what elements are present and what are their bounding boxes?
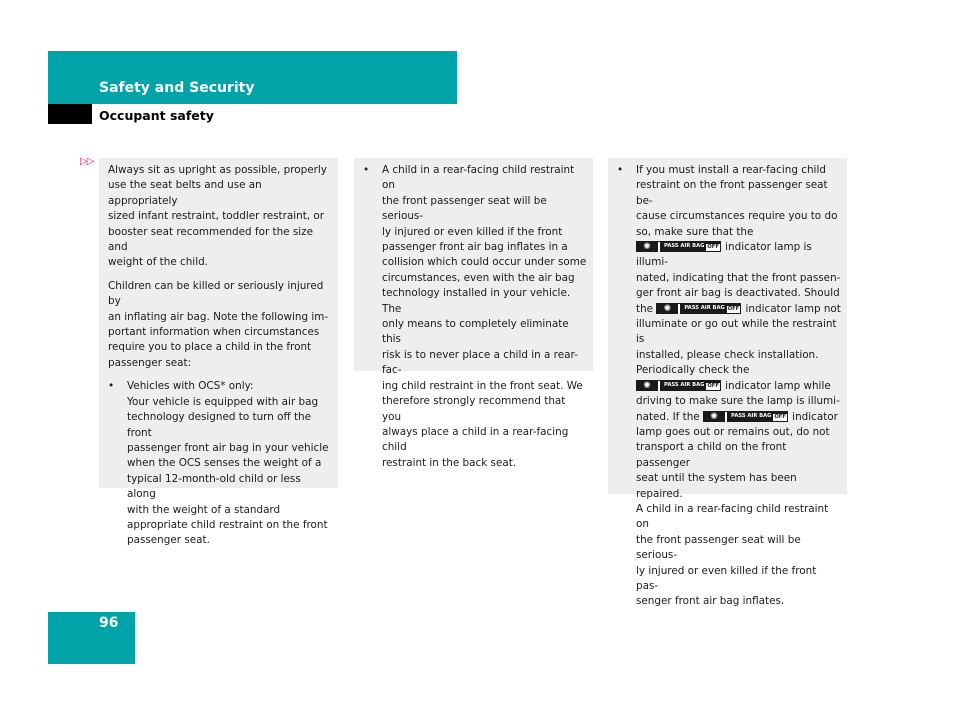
bullet-text-install-check [636, 163, 841, 610]
list-item-ocs [108, 379, 330, 548]
text-fragment: indicator lamp while driving to make sure the lamp is illumi- nated. If the [636, 379, 840, 423]
airbag-seat-icon: ✺ [636, 381, 660, 392]
section-title: Safety and Security [99, 80, 255, 96]
pass-air-bag-off-indicator: ✺ PASS AIR BAG OFF [656, 303, 741, 314]
text-fragment: If you must install a rear-facing child restraint on the front passenger seat be- cause circumstances require you to do so, make sure that the [636, 164, 838, 238]
text-fragment: indicator lamp goes out or remains out, do not transport a child on the front passenger seat until the system has been repaired. A child in a rear-facing child restraint on the front passenger seat will be serious- ly injured or even killed if the front pas- senger front air bag inflates. [636, 410, 838, 608]
list-item-install-check [617, 163, 841, 610]
bullet-icon: • [108, 380, 115, 393]
list-item-rear-facing-warning [363, 163, 587, 471]
continuation-arrows-icon: ▷▷ [80, 156, 94, 167]
text-fragment: indicator lamp is illumi- [636, 241, 812, 269]
info-box-3 [608, 158, 847, 608]
paragraph-children-warning: Children can be killed or seriously injured by an inflating air bag. Note the following im- portant information when circumstances require you to place a child in the front passenger seat: [108, 279, 329, 369]
info-box-2 [354, 158, 593, 469]
page-number-band [48, 612, 135, 664]
header-band [48, 51, 457, 104]
airbag-seat-icon: ✺ [636, 242, 660, 253]
airbag-seat-icon: ✺ [703, 412, 727, 423]
bullet-text-ocs: Vehicles with OCS* only: Your vehicle is equipped with air bag technology designed to turn off the front passenger front air bag in your vehicle when the OCS senses the weight of a typical 12-month-old child or less along with the weight of a standard appropriate child restraint on the front passenger seat. [127, 380, 329, 547]
page-number: 96 [99, 615, 119, 631]
subsection-title: Occupant safety [99, 108, 214, 123]
subsection-marker [48, 104, 92, 124]
bullet-text-rear-facing-warning: A child in a rear-facing child restraint on the front passenger seat will be serious- ly injured or even killed if the front passenger front air bag inflates in a collision which could occur under some circumstances, even with the air bag technology installed in your vehicle. The only means to completely eliminate this risk is to never place a child in a rear-fac- ing child restraint in the front seat. We therefore strongly recommend that you always place a child in a rear-facing child restraint in the back seat. [382, 164, 587, 469]
text-fragment: nated, indicating that the front passen- ger front air bag is deactivated. Should the [636, 271, 841, 315]
info-box-1 [99, 158, 338, 547]
bullet-icon: • [617, 164, 624, 176]
bullet-icon: • [363, 164, 370, 176]
airbag-seat-icon: ✺ [656, 304, 680, 315]
text-fragment: indicator lamp not illuminate or go out while the restraint is installed, please check installation. Periodically check the [636, 302, 841, 377]
paragraph-sitting-upright: Always sit as upright as possible, properly use the seat belts and use an appropriately sized infant restraint, toddler restraint, or booster seat recommended for the size and weight of the child. [108, 164, 327, 269]
pass-air-bag-off-indicator: ✺ PASS AIR BAG OFF [636, 241, 721, 252]
pass-air-bag-off-indicator: ✺ PASS AIR BAG OFF [636, 380, 721, 391]
pass-air-bag-off-indicator: ✺ PASS AIR BAG OFF [703, 411, 788, 422]
